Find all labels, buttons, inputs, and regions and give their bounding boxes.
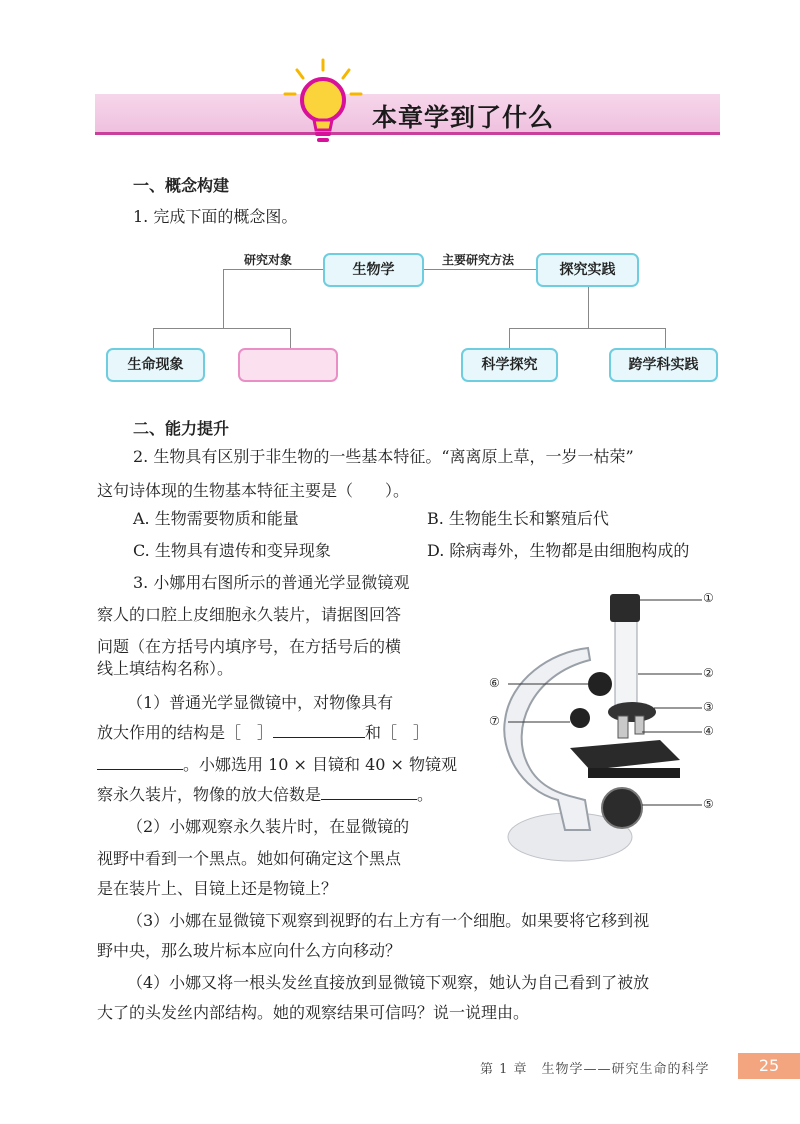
sub-question-1-text-b: 和［ ］ (365, 723, 430, 742)
sub-question-1-text-e: 。 (417, 785, 434, 804)
microscope-figure (470, 580, 730, 870)
figure-label-7: ⑦ (489, 714, 500, 728)
microscope-stage (570, 740, 680, 770)
option-c: C. 生物具有遗传和变异现象 (133, 541, 331, 560)
answer-blank[interactable] (273, 719, 365, 738)
map-node-interdisciplinary: 跨学科实践 (609, 348, 718, 382)
question-2-line1: 2. 生物具有区别于非生物的一些基本特征。“离离原上草，一岁一枯荣” (133, 447, 634, 466)
body-tube (615, 620, 637, 710)
sub-question-3-line1: （3）小娜在显微镜下观察到视野的右上方有一个细胞。如果要将它移到视 (127, 911, 650, 930)
page-title: 本章学到了什么 (372, 103, 555, 132)
sub-question-3-line2: 野中央，那么玻片标本应向什么方向移动？ (97, 941, 402, 960)
figure-label-6: ⑥ (489, 676, 500, 690)
stage-edge (588, 768, 680, 778)
answer-blank[interactable] (97, 751, 183, 770)
microscope-arm (504, 648, 590, 830)
sub-question-2-line2: 视野中看到一个黑点。她如何确定这个黑点 (97, 849, 402, 868)
coarse-focus-knob (588, 672, 612, 696)
map-line (588, 287, 589, 328)
map-label-method: 主要研究方法 (442, 253, 515, 267)
map-line (153, 328, 290, 329)
option-b: B. 生物能生长和繁殖后代 (427, 509, 609, 528)
objective (618, 716, 628, 738)
map-label-object: 研究对象 (244, 253, 293, 267)
map-line (290, 328, 291, 348)
sub-question-1-line3 (97, 748, 457, 782)
sub-question-2-line3: 是在装片上、目镜上还是物镜上？ (97, 879, 338, 898)
question-3-line3: 问题（在方括号内填序号，在方括号后的横 (97, 637, 402, 656)
question-3-line2: 察人的口腔上皮细胞永久装片，请据图回答 (97, 605, 402, 624)
map-line (509, 328, 665, 329)
sub-question-1-line4 (97, 778, 433, 812)
map-node-scientific-inquiry: 科学探究 (461, 348, 558, 382)
section-heading-ability: 二、能力提升 (133, 419, 230, 438)
fine-focus-knob (570, 708, 590, 728)
eyepiece (610, 594, 640, 622)
map-line (223, 269, 224, 328)
option-a: A. 生物需要物质和能量 (133, 509, 299, 528)
figure-label-4: ④ (703, 724, 714, 738)
map-line (223, 269, 323, 270)
figure-label-3: ③ (703, 700, 714, 714)
question-1: 1. 完成下面的概念图。 (133, 207, 298, 226)
sub-question-4-line1: （4）小娜又将一根头发丝直接放到显微镜下观察，她认为自己看到了被放 (127, 973, 650, 992)
map-node-biology: 生物学 (323, 253, 424, 287)
map-node-life-phenomena: 生命现象 (106, 348, 205, 382)
question-3-line4: 线上填结构名称）。 (97, 659, 234, 678)
objective (635, 716, 644, 734)
figure-label-1: ① (703, 591, 714, 605)
sub-question-1-line2 (97, 716, 429, 750)
sub-question-1-line1: （1）普通光学显微镜中，对物像具有 (127, 693, 394, 712)
mirror (602, 788, 642, 828)
map-node-blank[interactable] (238, 348, 338, 382)
question-2-line2: 这句诗体现的生物基本特征主要是（ ）。 (97, 481, 410, 500)
page-number: 25 (738, 1053, 800, 1079)
sub-question-1-text-c: 。小娜选用 10 × 目镜和 40 × 物镜观 (183, 755, 458, 774)
map-line (424, 269, 536, 270)
sub-question-1-text-a: 放大作用的结构是［ ］ (97, 723, 274, 742)
section-heading-concept: 一、概念构建 (133, 176, 230, 195)
sub-question-2-line1: （2）小娜观察永久装片时，在显微镜的 (127, 817, 410, 836)
map-line (509, 328, 510, 348)
sub-question-4-line2: 大了的头发丝内部结构。她的观察结果可信吗？说一说理由。 (97, 1003, 530, 1022)
figure-label-2: ② (703, 666, 714, 680)
map-line (665, 328, 666, 348)
lightbulb-icon (283, 58, 363, 150)
map-line (153, 328, 154, 348)
question-3-line1: 3. 小娜用右图所示的普通光学显微镜观 (133, 573, 410, 592)
map-node-practice: 探究实践 (536, 253, 639, 287)
sub-question-1-text-d: 察永久装片，物像的放大倍数是 (97, 785, 322, 804)
option-d: D. 除病毒外，生物都是由细胞构成的 (427, 541, 690, 560)
nosepiece (608, 702, 656, 722)
footer-chapter: 第 1 章 生物学——研究生命的科学 (480, 1062, 710, 1077)
figure-label-5: ⑤ (703, 797, 714, 811)
answer-blank[interactable] (321, 781, 417, 800)
